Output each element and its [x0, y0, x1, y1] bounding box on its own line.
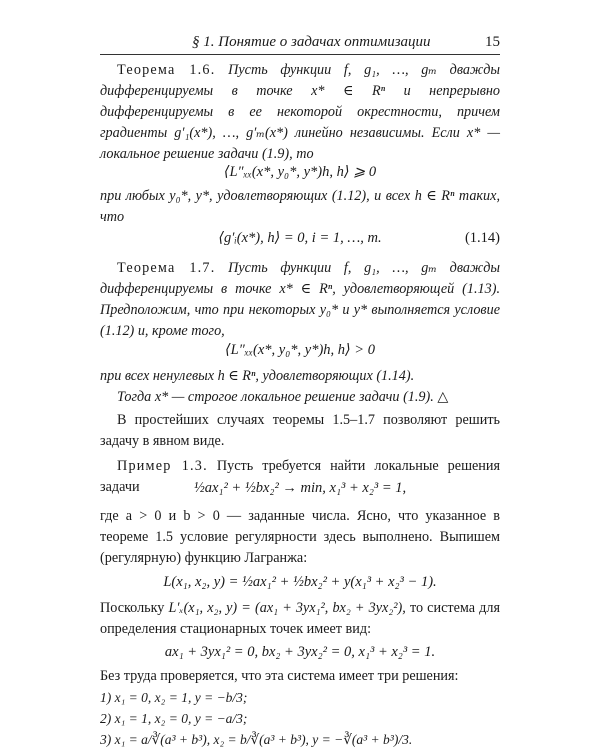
section-title: § 1. Понятие о задачах оптимизации [192, 34, 431, 50]
theorem-1-7-conclusion: Тогда x* — строгое локальное решение задачи (1.9). △ [117, 389, 449, 405]
lagrange-function: L(x₁, x₂, y) = ½ax₁² + ½bx₂² + y(x₁³ + x₂³ − 1). [163, 574, 437, 590]
solution-1: 1) x₁ = 0, x₂ = 1, y = −b/3; [100, 690, 248, 705]
theorem-1-7-tail [100, 366, 500, 408]
running-header [100, 32, 500, 55]
example-1-3-text-2 [100, 598, 500, 640]
optimization-problem: ½ax₁² + ½bx₂² → min, x₁³ + x₂³ = 1, [193, 480, 407, 496]
theorem-1-6-condition: при любых y₀*, y*, удовлетворяющих (1.12), и всех h ∈ Rⁿ таких, что [100, 188, 500, 225]
example-1-3-text-2b: то система для определения стационарных точек имеет вид: [100, 600, 501, 637]
equation-1-14 [100, 230, 500, 247]
example-1-3-text-2a: Поскольку [100, 600, 165, 616]
theorem-1-7 [100, 258, 500, 342]
equation-1-14-number: (1.14) [464, 230, 500, 246]
paragraph-simple-cases [100, 410, 500, 452]
theorem-1-6-label: Теорема 1.6. [117, 62, 216, 78]
stationary-system: ax₁ + 3yx₁² = 0, bx₂ + 3yx₂² = 0, x₁³ + x₂³ = 1. [164, 644, 436, 660]
solutions-block [100, 666, 500, 750]
example-1-3-text-3: Без труда проверяется, что эта система имеет три решения: [100, 668, 459, 684]
example-1-3-text-1-body: где a > 0 и b > 0 — заданные числа. Ясно, что указанное в теореме 1.5 условие регулярности здесь выполнено. Выпишем (регулярную) функцию Лагранжа: [100, 508, 500, 566]
paragraph-simple-cases-text: В простейших случаях теоремы 1.5–1.7 позволяют решить задачу в явном виде. [100, 412, 500, 449]
solution-2: 2) x₁ = 1, x₂ = 0, y = −a/3; [100, 711, 248, 726]
theorem-1-6-inequality: ⟨L″ₓₓ(x*, y₀*, y*)h, h⟩ ⩾ 0 [223, 164, 377, 180]
theorem-1-7-condition: при всех ненулевых h ∈ Rⁿ, удовлетворяющих (1.14). [100, 368, 415, 384]
lagrange-gradient: L′ₓ(x₁, x₂, y) = (ax₁ + 3yx₁², bx₂ + 3yx₂²), [168, 600, 406, 616]
theorem-1-7-label: Теорема 1.7. [117, 260, 216, 276]
theorem-1-6-text: Пусть функции f, g₁, …, gₘ дважды дифференцируемы в точке x* ∈ Rⁿ и непрерывно дифференцируемы в ее некоторой окрестности, причем градиенты g′₁(x*), …, g′ₘ(x*) линейно независимы. Если x* — локальное решение задачи (1.9), то [100, 62, 500, 162]
example-1-3-label: Пример 1.3. [117, 458, 208, 474]
theorem-1-6-condition-block [100, 186, 500, 228]
page-number: 15 [485, 34, 500, 50]
solution-3: 3) x₁ = a/∛(a³ + b³), x₂ = b/∛(a³ + b³), y = −∛(a³ + b³)/3. [100, 732, 413, 747]
theorem-1-6 [100, 60, 500, 165]
equation-1-14-body: ⟨g′ᵢ(x*), h⟩ = 0, i = 1, …, m. [218, 230, 382, 246]
example-1-3-intro-text: Пусть требуется найти локальные решения задачи [100, 458, 501, 495]
theorem-1-7-text: Пусть функции f, g₁, …, gₘ дважды дифференцируемы в точке x* ∈ Rⁿ, удовлетворяющей (1.13). Предположим, что при некоторых y₀* и y* выполняется условие (1.12) и, кроме того, [100, 260, 500, 339]
theorem-1-7-inequality: ⟨L″ₓₓ(x*, y₀*, y*)h, h⟩ > 0 [225, 342, 375, 358]
example-1-3-text-1 [100, 506, 500, 569]
